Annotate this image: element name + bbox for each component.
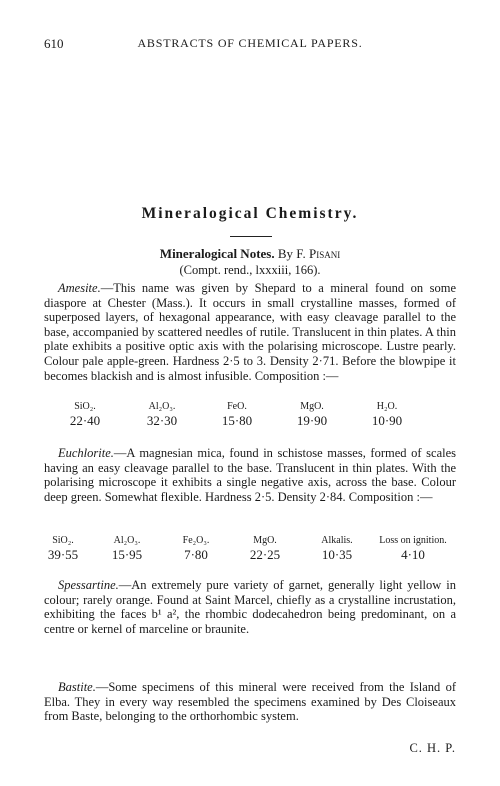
mineral-name-spessartine: Spessartine. [58,578,119,592]
euchlorite-text: —A magnesian mica, found in schistose masses, formed of scales having an easy cleavage parallel to the base. Translucent in thin plates. With the polarising microscope it exhibits a single negative axis, across the base. Colour deep green. Somewhat flexible. Hardness 2·5. Density 2·84. Composition :— [44,446,456,504]
article-author: F. Pisani [296,246,341,261]
composition-formula: SiO₂. [74,401,96,412]
bastite-paragraph [44,680,456,724]
composition-value: 15·80 [221,413,253,428]
composition-value: 19·90 [296,413,328,428]
composition-value: 32·30 [146,413,178,428]
composition-cell [240,535,290,562]
composition-value: 10·35 [321,547,353,562]
composition-cell [307,535,367,562]
composition-value: 22·25 [249,547,281,562]
composition-formula: MgO. [253,535,277,546]
amesite-paragraph [44,281,456,383]
amesite-composition-table [44,401,456,435]
section-title: Mineralogical Chemistry. [141,205,359,222]
composition-cell [171,535,221,562]
composition-formula: Loss on ignition. [379,535,447,546]
composition-value: 22·40 [69,413,101,428]
composition-formula: FeO. [227,401,247,412]
composition-value: 10·90 [371,413,403,428]
spessartine-text: —An extremely pure variety of garnet, generally light yellow in colour; rarely orange. Found at Saint Marcel, chiefly as a crystalline incrustation, exhibiting the faces b¹ a², the rhombic dodecahedron being predominant, on a centre or kernel of marceline or braunite. [44,578,456,636]
article-title: Mineralogical Notes. [159,246,275,261]
article-heading [0,246,500,262]
page-header [44,36,456,54]
amesite-text: —This name was given by Shepard to a mineral found on some diaspore at Chester (Mass.). It occurs in small crystalline masses, formed of superposed layers, of hexagonal appearance, with easy cleavage parallel to the base, accompanied by scattered needles of rutile. Translucent in thin plates. A thin plate exhibits a positive optic axis with the polarising microscope. Lustre pearly. Colour pale apple-green. Hardness 2·5 to 3. Density 2·71. Before the blowpipe it becomes blackish and is almost infusible. Composition :— [44,281,456,383]
article-citation: (Compt. rend., lxxxiii, 166). [179,263,321,277]
composition-formula: Al₂O₃. [148,401,176,412]
composition-value: 15·95 [111,547,143,562]
article-by: By [277,246,294,261]
running-title: ABSTRACTS OF CHEMICAL PAPERS. [137,36,363,50]
composition-cell [287,401,337,428]
composition-value: 39·55 [47,547,79,562]
euchlorite-composition-table [44,535,456,569]
composition-cell [137,401,187,428]
composition-formula: SiO₂. [52,535,74,546]
composition-cell [368,535,458,562]
composition-cell [102,535,152,562]
mineral-name-euchlorite: Euchlorite. [58,446,114,460]
composition-formula: H₂O. [376,401,398,412]
mineral-name-bastite: Bastite. [58,680,96,694]
composition-formula: Al₂O₃. [113,535,141,546]
composition-formula: MgO. [300,401,324,412]
composition-cell [60,401,110,428]
mineral-name-amesite: Amesite. [58,281,101,295]
section-rule [230,236,272,237]
composition-formula: Fe₂O₃. [182,535,210,546]
composition-formula: Alkalis. [321,535,353,546]
composition-cell [38,535,88,562]
composition-value: 7·80 [184,547,208,562]
composition-value: 4·10 [401,547,425,562]
page-number: 610 [44,36,64,51]
spessartine-paragraph [44,578,456,636]
euchlorite-paragraph [44,446,456,504]
bastite-text: —Some specimens of this mineral were received from the Island of Elba. They in every way resembled the specimens examined by Des Cloiseaux from Baste, belonging to the orthorhombic system. [44,680,456,724]
composition-cell [362,401,412,428]
composition-cell [212,401,262,428]
abstractor-signature: C. H. P. [409,741,456,755]
